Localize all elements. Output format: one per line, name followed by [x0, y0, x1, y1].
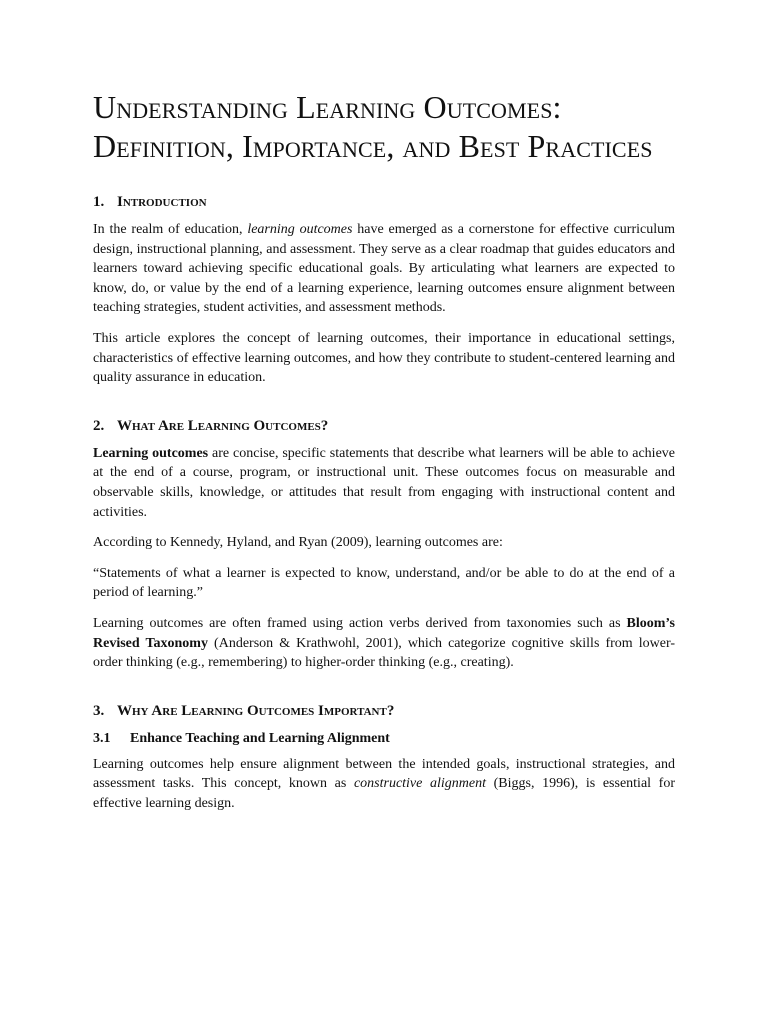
section-heading: [93, 416, 675, 436]
text-run: In the realm of education,: [93, 222, 248, 237]
section-why-important: [93, 701, 675, 814]
paragraph: [93, 614, 675, 673]
emphasis-text: constructive alignment: [353, 776, 486, 792]
paragraph: This article explores the concept of learning outcomes, their importance in educational settings, characteristics of effective learning outcomes, and how they contribute to student-centered learning and quality assurance in education.: [93, 330, 675, 386]
quote: “Statements of what a learner is expected to know, understand, and/or be able to do at the end of a period of learning.”: [93, 565, 675, 601]
text-run: have emerged as a cornerstone for effective curriculum design, instructional planning, and assessment. They serve as a clear roadmap that guides educators and learners toward achieving specific educational goals. By articulating what learners are expected to know, do, or value by the end of a learning experience, learning outcomes ensure alignment between teaching strategies, student activities, and assessment methods.: [93, 222, 675, 316]
paragraph: [93, 220, 675, 318]
paragraph: [93, 755, 675, 814]
text-run: (Anderson & Krathwohl, 2001), which categorize cognitive skills from lower-order thinking (e.g., remembering) to higher-order thinking (e.g., creating).: [93, 635, 675, 671]
subsection-number: 3.1: [93, 730, 111, 746]
paragraph: [93, 444, 675, 522]
section-number: 1.: [93, 194, 105, 210]
section-number: 3.: [93, 702, 105, 719]
emphasis-text: learning outcomes: [247, 222, 353, 237]
subsection-heading: [93, 729, 675, 749]
text-run: (Biggs, 1996), is essential for effective learning design.: [93, 776, 675, 811]
bold-text: Learning outcomes: [93, 445, 209, 461]
section-what-are-learning-outcomes: [93, 416, 675, 673]
text-run: Learning outcomes help ensure alignment between the intended goals, instructional strategies, and assessment tasks. This concept, known as: [93, 756, 675, 792]
document-title: Understanding Learning Outcomes: Definition, Importance, and Best Practices: [93, 89, 653, 164]
bold-text: Bloom’s Revised Taxonomy: [93, 615, 675, 651]
section-title: Why Are Learning Outcomes Important?: [117, 702, 395, 719]
section-introduction: [93, 192, 675, 388]
section-title: What Are Learning Outcomes?: [117, 417, 329, 434]
section-number: 2.: [93, 417, 105, 434]
subsection-title: Enhance Teaching and Learning Alignment: [130, 730, 390, 746]
text-run: Learning outcomes are often framed using action verbs derived from taxonomies such as: [93, 615, 627, 631]
section-title: Introduction: [117, 194, 207, 210]
text-run: are concise, specific statements that describe what learners will be able to achieve at the end of a course, program, or instructional unit. These outcomes focus on measurable and observable skills, knowledge, or attitudes that result from engaging with instructional content and activities.: [93, 445, 675, 520]
section-heading: [93, 701, 675, 721]
paragraph: According to Kennedy, Hyland, and Ryan (2009), learning outcomes are:: [93, 535, 503, 551]
section-heading: [93, 192, 675, 212]
